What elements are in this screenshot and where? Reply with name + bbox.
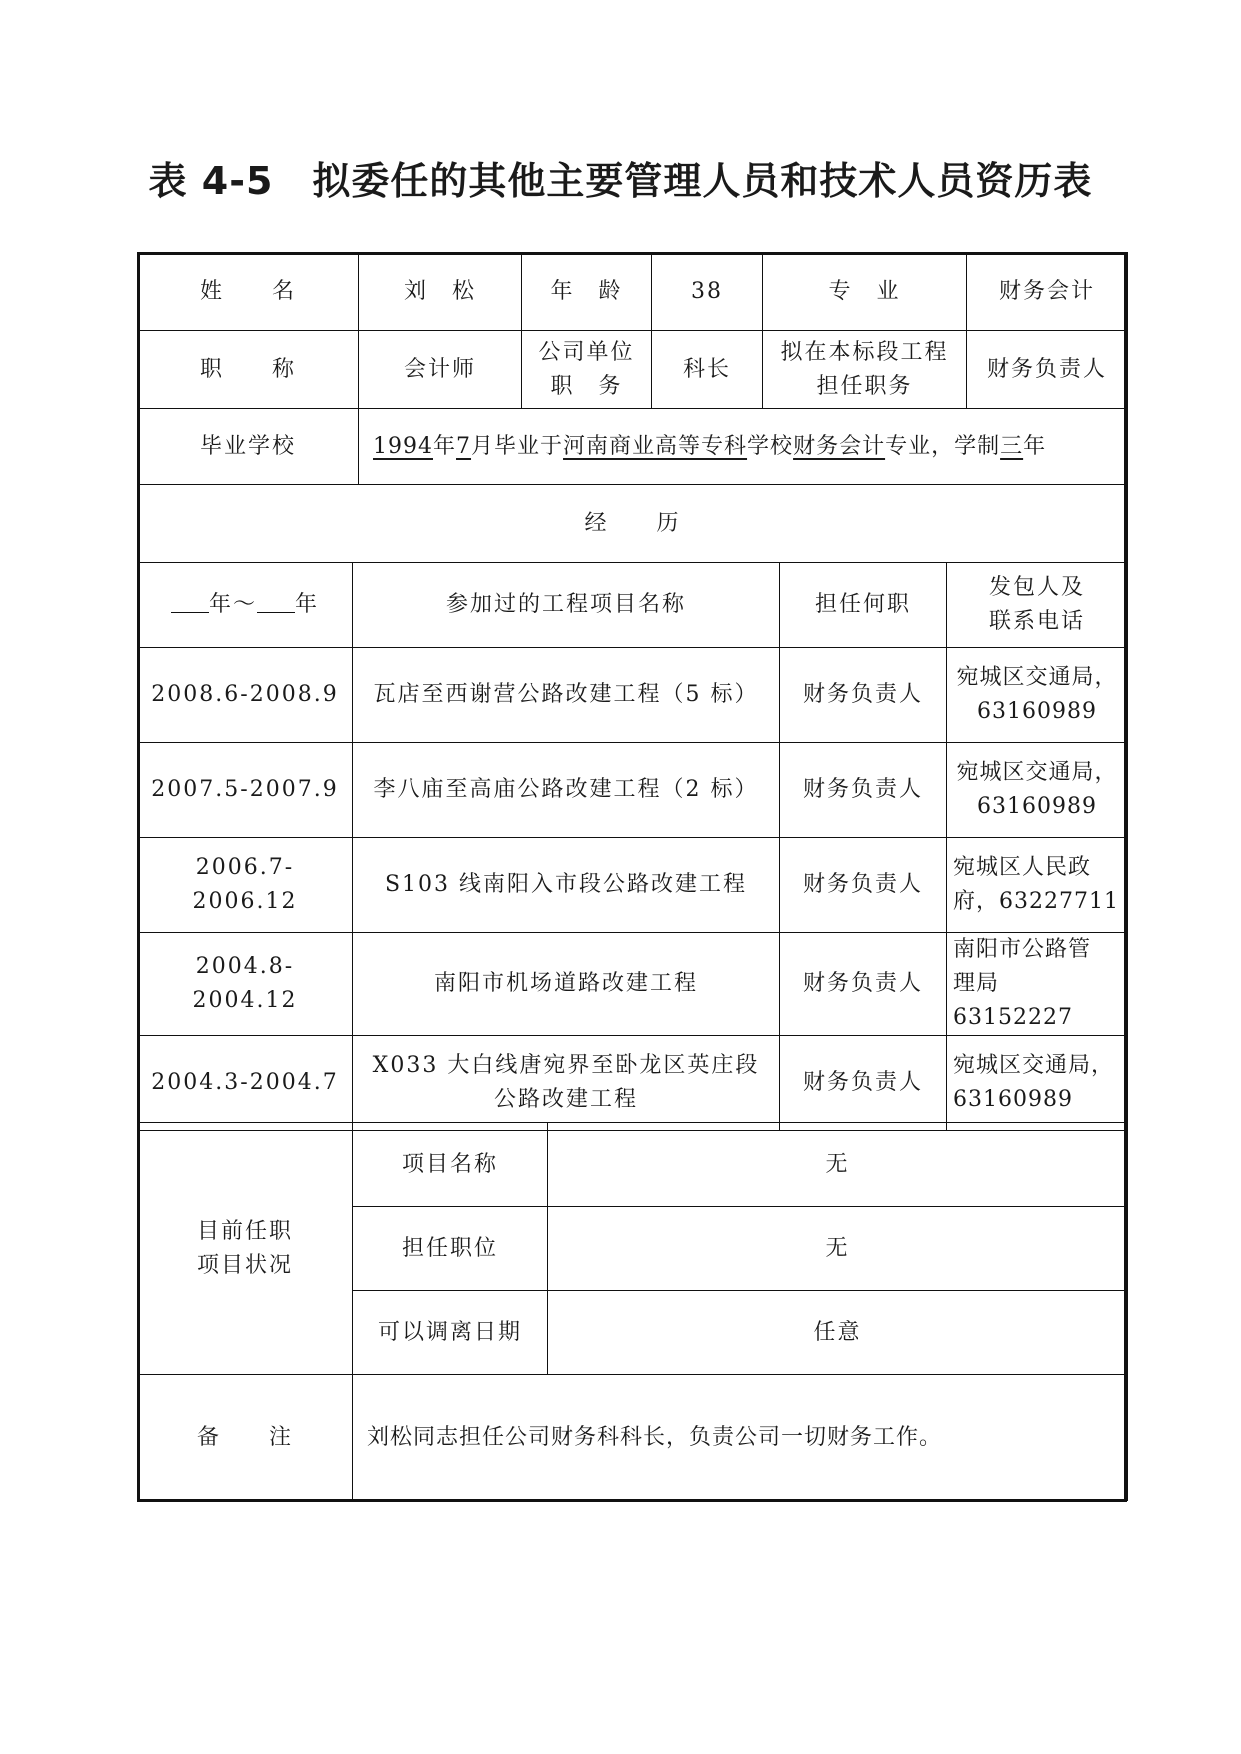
project-cell [353, 1036, 780, 1131]
contact-cell-text: 宛城区人民政 府，63227711 [953, 855, 1119, 914]
title-value: 会计师 [359, 331, 522, 409]
contact-cell [947, 1036, 1128, 1131]
school-text-2: 月毕业于 [471, 433, 564, 459]
table-row [138, 933, 1128, 1036]
role-cell: 财务负责人 [780, 1036, 947, 1131]
school-duration: 三 [1000, 433, 1024, 459]
school-text-4: 专业，学制 [885, 433, 1001, 459]
project-cell: 瓦店至西谢营公路改建工程（5 标） [353, 648, 780, 743]
proposed-post-label [763, 331, 967, 409]
period-cell: 2008.6-2008.9 [138, 648, 353, 743]
project-cell: 南阳市机场道路改建工程 [353, 933, 780, 1036]
year-blank-1 [171, 588, 209, 613]
school-label: 毕业学校 [138, 409, 359, 485]
period-cell: 2004.3-2004.7 [138, 1036, 353, 1131]
contact-cell [947, 648, 1128, 743]
experience-table [137, 562, 1128, 1131]
project-name-label: 项目名称 [353, 1123, 548, 1207]
page-title: 表 4-5 拟委任的其他主要管理人员和技术人员资历表 [148, 159, 1093, 203]
period-header-year1: 年～ [208, 592, 257, 617]
contact-cell-text: 宛城区交通局， 63160989 [956, 760, 1118, 819]
project-cell: S103 线南阳入市段公路改建工程 [353, 838, 780, 933]
contact-cell [947, 743, 1128, 838]
proposed-post-label-text: 拟在本标段工程 担任职务 [780, 339, 949, 399]
company-post-value: 科长 [652, 331, 763, 409]
contact-header-text: 发包人及 联系电话 [988, 575, 1085, 634]
project-header: 参加过的工程项目名称 [353, 563, 780, 648]
table-row [138, 743, 1128, 838]
age-value: 38 [652, 253, 763, 331]
period-cell: 2004.8-2004.12 [138, 933, 353, 1036]
role-cell: 财务负责人 [780, 743, 947, 838]
table-row [138, 648, 1128, 743]
proposed-post-value: 财务负责人 [967, 331, 1128, 409]
contact-cell-text: 宛城区交通局， 63160989 [956, 665, 1118, 724]
transfer-date-value: 任意 [548, 1291, 1128, 1375]
period-header [138, 563, 353, 648]
name-label: 姓 名 [138, 253, 359, 331]
name-value: 刘 松 [359, 253, 522, 331]
graduation-month: 7 [456, 433, 472, 459]
contact-cell [947, 933, 1128, 1036]
table-row [138, 838, 1128, 933]
year-blank-2 [257, 588, 295, 613]
graduation-year: 1994 [373, 433, 433, 459]
remarks-label: 备 注 [138, 1375, 353, 1501]
contact-cell [947, 838, 1128, 933]
period-cell: 2006.7-2006.12 [138, 838, 353, 933]
contact-cell-text: 宛城区交通局， 63160989 [953, 1053, 1115, 1112]
role-cell: 财务负责人 [780, 838, 947, 933]
role-header: 担任何职 [780, 563, 947, 648]
transfer-date-label: 可以调离日期 [353, 1291, 548, 1375]
school-text-5: 年 [1023, 433, 1047, 459]
contact-cell-text: 南阳市公路管 理局 63152227 [953, 937, 1092, 1030]
role-cell: 财务负责人 [780, 933, 947, 1036]
age-label: 年 龄 [522, 253, 652, 331]
current-status-label [138, 1123, 353, 1375]
table-row [138, 1036, 1128, 1131]
project-cell: 李八庙至高庙公路改建工程（2 标） [353, 743, 780, 838]
position-value: 无 [548, 1207, 1128, 1291]
contact-header [947, 563, 1128, 648]
current-status-label-text: 目前任职 项目状况 [196, 1218, 293, 1278]
school-text-1: 年 [433, 433, 457, 459]
project-name-value: 无 [548, 1123, 1128, 1207]
position-label: 担任职位 [353, 1207, 548, 1291]
period-cell: 2007.5-2007.9 [138, 743, 353, 838]
remarks-value: 刘松同志担任公司财务科科长，负责公司一切财务工作。 [353, 1375, 1128, 1501]
major-label: 专 业 [763, 253, 967, 331]
school-value [359, 409, 1128, 485]
school-major: 财务会计 [793, 433, 886, 459]
school-text-3: 学校 [747, 433, 794, 459]
info-table-top [137, 252, 1128, 563]
current-status-table [137, 1122, 1128, 1501]
project-cell-text: X033 大白线唐宛界至卧龙区英庄段 公路改建工程 [372, 1053, 760, 1112]
experience-section-label: 经 历 [138, 485, 1128, 563]
major-value: 财务会计 [967, 253, 1128, 331]
role-cell: 财务负责人 [780, 648, 947, 743]
company-post-label [522, 331, 652, 409]
title-label: 职 称 [138, 331, 359, 409]
period-header-year2: 年 [295, 592, 320, 617]
company-post-label-text: 公司单位 职 务 [538, 339, 635, 399]
school-name: 河南商业高等专科 [563, 433, 748, 459]
